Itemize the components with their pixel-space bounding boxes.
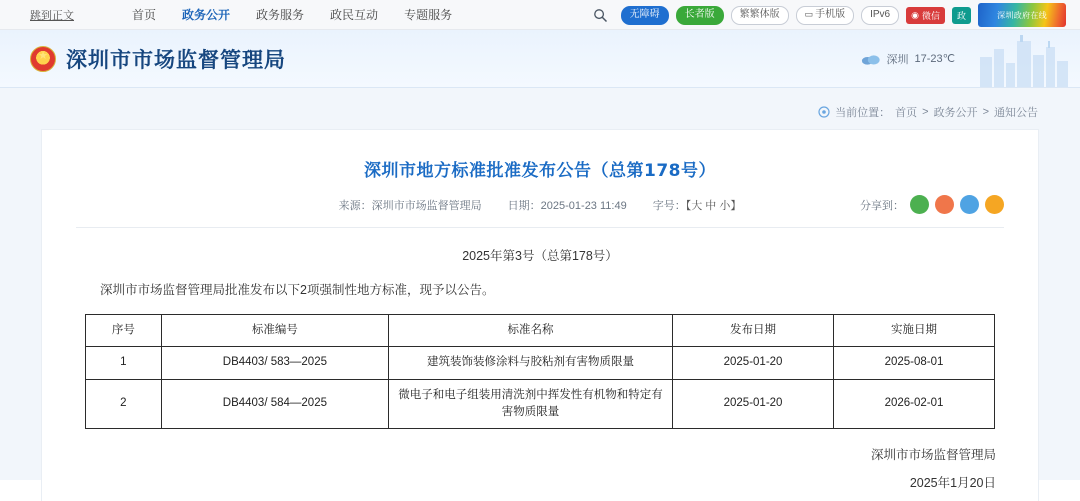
utility-bar-right bbox=[593, 0, 1066, 30]
breadcrumb-item-announcements[interactable]: 通知公告 bbox=[994, 107, 1038, 119]
site-header bbox=[0, 30, 1080, 88]
cell-effective-date: 2026-02-01 bbox=[834, 379, 995, 429]
accessibility-button[interactable]: 无障碍 bbox=[621, 6, 669, 25]
gov-app-badge-label: 政 bbox=[956, 10, 966, 21]
font-size-label: 字号： bbox=[652, 200, 686, 212]
wechat-badge-label: 微信 bbox=[921, 10, 940, 21]
breadcrumb-sep-1: > bbox=[922, 106, 929, 118]
breadcrumb-item-home[interactable]: 首页 bbox=[895, 107, 918, 119]
primary-nav bbox=[132, 6, 452, 23]
cell-standard-code: DB4403/ 584—2025 bbox=[161, 379, 388, 429]
meta-source-label: 来源： bbox=[338, 200, 372, 212]
cell-publish-date: 2025-01-20 bbox=[673, 379, 834, 429]
cell-standard-code: DB4403/ 583—2025 bbox=[161, 347, 388, 379]
ipv6-badge[interactable]: IPv6 bbox=[861, 6, 899, 25]
standards-table bbox=[85, 314, 995, 429]
mobile-version-label: 手机版 bbox=[815, 8, 846, 20]
breadcrumb bbox=[0, 88, 1080, 130]
nav-item-home[interactable]: 首页 bbox=[132, 8, 157, 22]
favorite-icon[interactable] bbox=[985, 195, 1004, 214]
elder-version-button[interactable]: 长者版 bbox=[676, 6, 724, 25]
document-panel bbox=[42, 130, 1038, 501]
cloud-icon bbox=[861, 52, 881, 66]
breadcrumb-item-disclosure[interactable]: 政务公开 bbox=[933, 107, 978, 119]
phone-icon: ▭ bbox=[804, 8, 814, 19]
city-skyline-illustration bbox=[976, 31, 1072, 87]
weather-city: 深圳 bbox=[886, 53, 909, 66]
meta-source bbox=[339, 197, 482, 213]
meta-date bbox=[508, 197, 627, 213]
breadcrumb-sep-2: > bbox=[982, 106, 989, 118]
gov-app-badge[interactable] bbox=[952, 7, 971, 24]
cell-publish-date: 2025-01-20 bbox=[673, 347, 834, 379]
signoff-organization: 深圳市市场监督管理局 bbox=[870, 448, 996, 462]
weibo-icon[interactable] bbox=[935, 195, 954, 214]
document-signoff bbox=[76, 445, 1004, 491]
site-title: 深圳市市场监督管理局 bbox=[66, 47, 286, 72]
table-header-publish-date: 发布日期 bbox=[673, 315, 834, 347]
shenzhen-gov-online-logo[interactable]: 深圳政府在线 bbox=[978, 3, 1066, 27]
font-size-control[interactable] bbox=[653, 197, 742, 213]
nav-item-public-interaction[interactable]: 政民互动 bbox=[330, 8, 379, 22]
utility-bar bbox=[0, 0, 1080, 30]
cell-index: 2 bbox=[86, 379, 162, 429]
table-header-effective-date: 实施日期 bbox=[834, 315, 995, 347]
weather-temp: 17-23℃ bbox=[914, 53, 955, 65]
cell-index: 1 bbox=[86, 347, 162, 379]
table-row bbox=[86, 347, 995, 379]
nav-item-government-disclosure[interactable]: 政务公开 bbox=[182, 8, 231, 22]
qq-icon[interactable] bbox=[960, 195, 979, 214]
traditional-chinese-button[interactable]: 繁繁体版 bbox=[731, 6, 789, 25]
weather-widget bbox=[861, 51, 956, 67]
cell-standard-name: 微电子和电子组装用清洗剂中挥发性有机物和特定有害物质限量 bbox=[389, 379, 673, 429]
nav-item-special-services[interactable]: 专题服务 bbox=[404, 8, 453, 22]
skip-to-content-link[interactable]: 跳到正文 bbox=[30, 9, 74, 22]
breadcrumb-prefix: 当前位置： bbox=[835, 107, 891, 119]
wechat-icon[interactable] bbox=[910, 195, 929, 214]
cell-effective-date: 2025-08-01 bbox=[834, 347, 995, 379]
table-header-index: 序号 bbox=[86, 315, 162, 347]
mobile-version-button[interactable] bbox=[796, 6, 855, 25]
share-bar bbox=[860, 195, 1004, 214]
location-icon bbox=[818, 106, 830, 118]
document-paragraph: 深圳市市场监督管理局批准发布以下2项强制性地方标准，现予以公告。 bbox=[100, 283, 495, 297]
meta-date-label: 日期： bbox=[507, 200, 541, 212]
table-row bbox=[86, 379, 995, 429]
page-title: 深圳市地方标准批准发布公告（总第178号） bbox=[364, 161, 716, 181]
signoff-date: 2025年1月20日 bbox=[909, 476, 996, 490]
share-label: 分享到： bbox=[860, 199, 904, 212]
cell-standard-name: 建筑装饰装修涂料与胶粘剂有害物质限量 bbox=[389, 347, 673, 379]
national-emblem-icon bbox=[30, 46, 56, 72]
wechat-official-badge[interactable] bbox=[906, 7, 945, 24]
table-header-standard-code: 标准编号 bbox=[161, 315, 388, 347]
meta-source-value: 深圳市市场监督管理局 bbox=[371, 200, 482, 212]
table-header-row bbox=[86, 315, 995, 347]
meta-date-value: 2025-01-23 11:49 bbox=[540, 200, 627, 212]
search-icon[interactable] bbox=[593, 8, 608, 23]
content-area bbox=[0, 88, 1080, 490]
table-header-standard-name: 标准名称 bbox=[389, 315, 673, 347]
wechat-icon: ◉ bbox=[911, 9, 919, 20]
document-meta bbox=[76, 197, 1004, 228]
font-size-options[interactable]: 【大 中 小】 bbox=[685, 200, 742, 212]
document-number: 2025年第3号（总第178号） bbox=[462, 249, 618, 263]
nav-item-government-services[interactable]: 政务服务 bbox=[256, 8, 305, 22]
